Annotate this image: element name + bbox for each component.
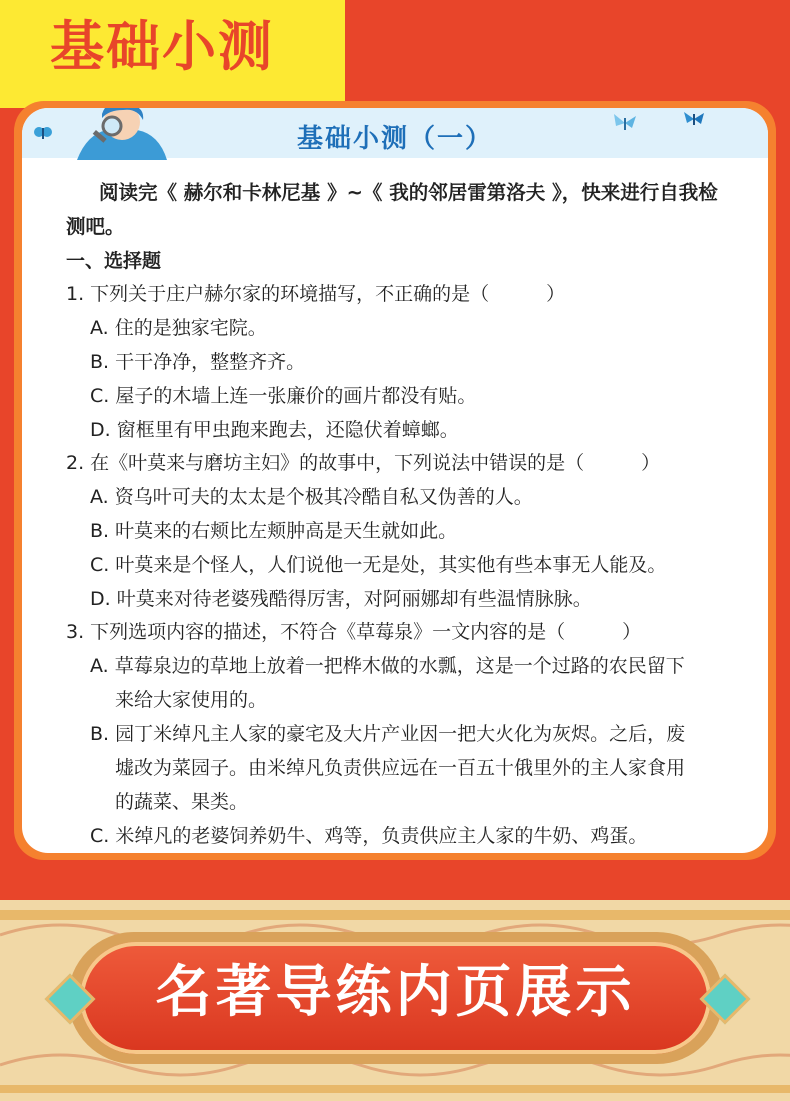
section-title: 基础小测（一） [296,124,493,154]
question-option: A. 草莓泉边的草地上放着一把桦木做的水瓢，这是一个过路的农民留下 [90,655,685,677]
question-stem: 2. 在《叶莫来与磨坊主妇》的故事中，下列说法中错误的是（ ） [66,452,661,474]
question-stem: 1. 下列关于庄户赫尔家的环境描写，不正确的是（ ） [66,283,566,305]
banner-tab [0,0,345,108]
bottom-title: 名著导练内页展示 [155,960,636,1025]
question-stem: 3. 下列选项内容的描述，不符合《草莓泉》一文内容的是（ ） [66,621,642,643]
question-option: D. 叶莫来对待老婆残酷得厉害，对阿丽娜却有些温情脉脉。 [90,588,592,610]
quiz-card [22,108,768,853]
question-option: C. 米绰凡的老婆饲养奶牛、鸡等，负责供应主人家的牛奶、鸡蛋。 [90,825,648,847]
intro-line: 阅读完《 赫尔和卡林尼基 》~《 我的邻居雷第洛夫 》，快来进行自我检 [99,181,718,204]
section-heading: 一、选择题 [66,250,162,272]
banner-title: 基础小测 [50,15,274,78]
question-option-cont: 的蔬菜、果类。 [115,791,249,813]
question-option: C. 屋子的木墙上连一张廉价的画片都没有贴。 [90,385,477,407]
question-option: C. 叶莫来是个怪人，人们说他一无是处，其实他有些本事无人能及。 [90,554,667,576]
question-option-cont: 来给大家使用的。 [115,689,268,711]
question-option: B. 园丁米绰凡主人家的豪宅及大片产业因一把大火化为灰烬。之后，废 [90,723,686,745]
question-option: A. 资乌叶可夫的太太是个极其冷酷自私又伪善的人。 [90,486,533,508]
question-option: B. 干干净净，整整齐齐。 [90,351,306,373]
question-option-cont: 墟改为菜园子。由米绰凡负责供应远在一百五十俄里外的主人家食用 [115,757,686,779]
question-option: B. 叶莫来的右颊比左颊肿高是天生就如此。 [90,520,458,542]
card-header [22,108,768,158]
intro-line: 测吧。 [66,215,125,238]
question-option: A. 住的是独家宅院。 [90,317,267,339]
question-option: D. 窗框里有甲虫跑来跑去，还隐伏着蟑螂。 [90,419,459,441]
